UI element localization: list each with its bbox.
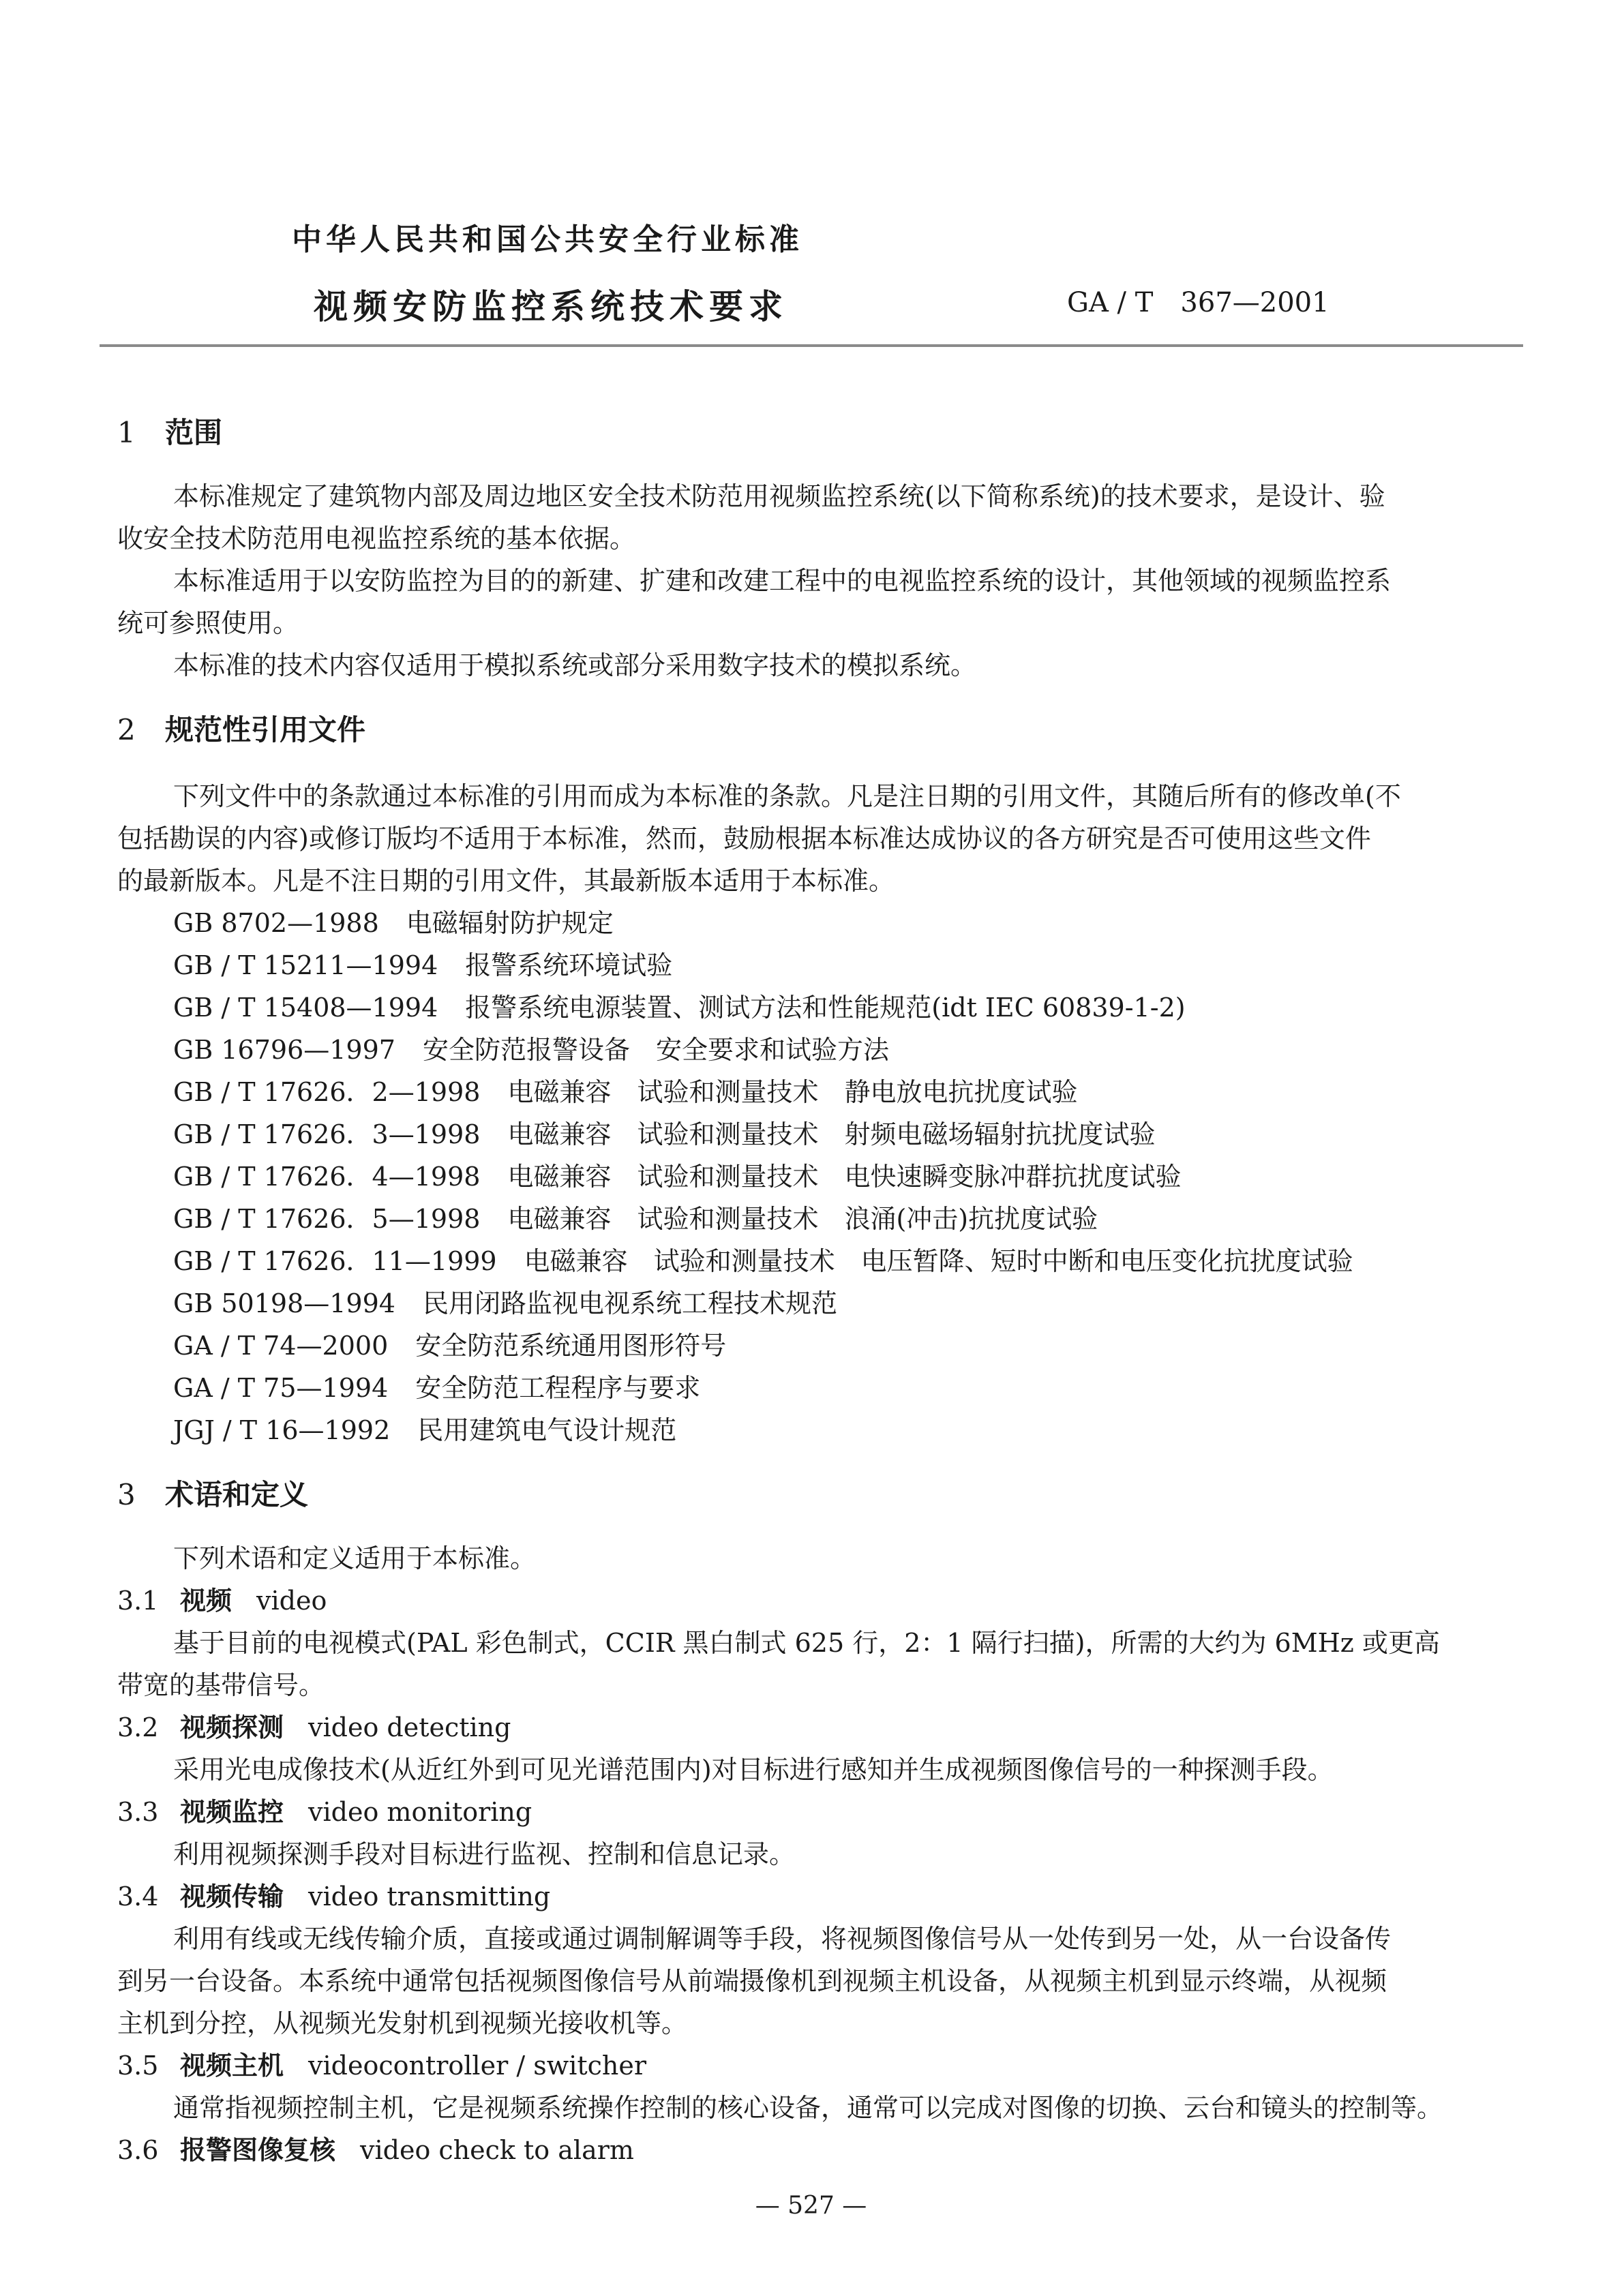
reference-item: GB 8702—1988 电磁辐射防护规定 [173,908,614,938]
reference-item: GB 50198—1994 民用闭路监视电视系统工程技术规范 [173,1288,837,1318]
reference-item: GB / T 17626．3—1998 电磁兼容 试验和测量技术 射频电磁场辐射抗扰度试验 [173,1119,1156,1149]
term-heading: 3.3 视频监控 video monitoring [117,1797,532,1827]
term-heading: 3.2 视频探测 video detecting [117,1712,511,1742]
term-heading: 3.4 视频传输 video transmitting [117,1882,551,1912]
paragraph-line: 收安全技术防范用电视监控系统的基本依据。 [117,524,636,554]
section-3-heading: 3 术语和定义 [117,1478,309,1511]
paragraph-line: 本标准的技术内容仅适用于模拟系统或部分采用数字技术的模拟系统。 [173,650,977,680]
paragraph-line: 带宽的基带信号。 [117,1670,325,1700]
page-number: — 527 — [755,2192,867,2220]
paragraph-line: 下列术语和定义适用于本标准。 [173,1543,537,1573]
reference-item: GB / T 15211—1994 报警系统环境试验 [173,950,673,980]
paragraph-line: 利用有线或无线传输介质，直接或通过调制解调等手段，将视频图像信号从一处传到另一处，从一台设备传 [173,1924,1392,1954]
paragraph-line: 本标准规定了建筑物内部及周边地区安全技术防范用视频监控系统(以下简称系统)的技术要求，是设计、验 [173,481,1385,511]
reference-item: GB / T 17626．5—1998 电磁兼容 试验和测量技术 浪涌(冲击)抗扰度试验 [173,1204,1098,1234]
standard-code: GA / T 367—2001 [1067,287,1330,318]
reference-item: GA / T 75—1994 安全防范工程程序与要求 [173,1373,701,1403]
reference-item: GA / T 74—2000 安全防范系统通用图形符号 [173,1331,727,1361]
paragraph-line: 利用视频探测手段对目标进行监视、控制和信息记录。 [173,1839,796,1869]
term-heading: 3.6 报警图像复核 video check to alarm [117,2135,634,2165]
reference-item: GB / T 17626．2—1998 电磁兼容 试验和测量技术 静电放电抗扰度试验 [173,1077,1078,1107]
reference-item: GB / T 17626．4—1998 电磁兼容 试验和测量技术 电快速瞬变脉冲群抗扰度试验 [173,1162,1182,1192]
reference-item: GB / T 17626．11—1999 电磁兼容 试验和测量技术 电压暂降、短时中断和电压变化抗扰度试验 [173,1246,1353,1276]
paragraph-line: 基于目前的电视模式(PAL 彩色制式，CCIR 黑白制式 625 行，2：1 隔行扫描)，所需的大约为 6MHz 或更高 [173,1628,1440,1658]
reference-item: GB 16796—1997 安全防范报警设备 安全要求和试验方法 [173,1035,889,1065]
paragraph-line: 通常指视频控制主机，它是视频系统操作控制的核心设备，通常可以完成对图像的切换、云台和镜头的控制等。 [173,2093,1443,2123]
paragraph-line: 到另一台设备。本系统中通常包括视频图像信号从前端摄像机到视频主机设备，从视频主机到显示终端，从视频 [117,1966,1387,1996]
standard-category: 中华人民共和国公共安全行业标准 [292,222,803,257]
header-divider [100,344,1523,347]
paragraph-line: 统可参照使用。 [117,608,299,638]
paragraph-line: 主机到分控，从视频光发射机到视频光接收机等。 [117,2008,688,2038]
reference-item: GB / T 15408—1994 报警系统电源装置、测试方法和性能规范(idt IEC 60839-1-2) [173,993,1186,1023]
term-heading: 3.1 视频 video [117,1586,327,1616]
paragraph-line: 的最新版本。凡是不注日期的引用文件，其最新版本适用于本标准。 [117,866,895,896]
section-2-heading: 2 规范性引用文件 [117,713,366,746]
section-1-heading: 1 范围 [117,416,223,449]
paragraph-line: 包括勘误的内容)或修订版均不适用于本标准，然而，鼓励根据本标准达成协议的各方研究是否可使用这些文件 [117,824,1371,854]
paragraph-line: 本标准适用于以安防监控为目的的新建、扩建和改建工程中的电视监控系统的设计，其他领域的视频监控系 [173,566,1392,596]
term-heading: 3.5 视频主机 videocontroller / switcher [117,2051,647,2081]
document-title: 视频安防监控系统技术要求 [314,287,788,327]
reference-item: JGJ / T 16—1992 民用建筑电气设计规范 [173,1415,677,1445]
paragraph-line: 采用光电成像技术(从近红外到可见光谱范围内)对目标进行感知并生成视频图像信号的一种探测手段。 [173,1755,1334,1785]
paragraph-line: 下列文件中的条款通过本标准的引用而成为本标准的条款。凡是注日期的引用文件，其随后所有的修改单(不 [173,781,1401,811]
